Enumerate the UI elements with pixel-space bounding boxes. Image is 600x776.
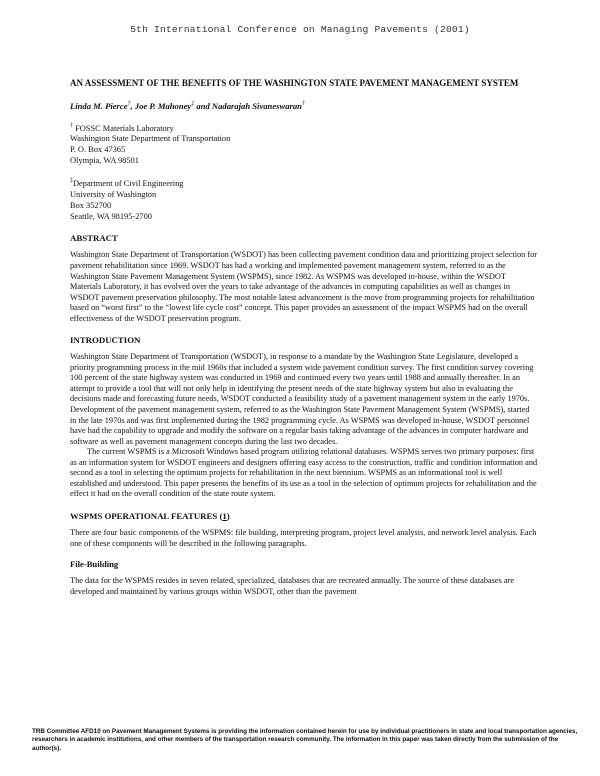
author-name: Nadarajah Sivaneswaran [211,100,302,111]
paper-body [70,78,538,597]
affiliation-line: FOSSC Materials Laboratory [75,123,174,133]
introduction-paragraph-1: Washington State Department of Transportation (WSDOT), in response to a mandate by the Washington State Legislature, developed a priority programming process in the mid 1960s that included a system wide pavement condition survey. The first condition survey covering 100 percent of the state highway system was conducted in 1969 and continued every two years until 1988 and annually thereafter. In an attempt to provide a tool that will not only help in identifying the present needs of the state highway system but also in evaluating the decisions made and forecasting future needs, WSDOT conducted a feasibility study of a pavement management system in the early 1970s. Development of the pavement management system, referred to as the Washington State Pavement Management System (WSPMS), started in the late 1970s and was first implemented during the 1982 programming cycle. As WSPMS was developed in-house, WSDOT personnel have had the capability to upgrade and modify the software on a regular basis taking advantage of the advances in computer hardware and software as well as pavement management concepts during the last two decades. [70,352,534,446]
author-separator: and [194,100,212,111]
abstract-heading: ABSTRACT [70,233,118,244]
paper-title: AN ASSESSMENT OF THE BENEFITS OF THE WASHINGTON STATE PAVEMENT MANAGEMENT SYSTEM [70,78,519,88]
affiliation-line: P. O. Box 47365 [70,144,126,154]
affiliation-line: Olympia, WA 98501 [70,155,139,165]
footer-disclaimer: TRB Committee AFD10 on Pavement Management Systems is providing the information contained herein for use by individual practitioners in state and local transportation agencies, researchers in academic institutions, and other members of the transportation research community. The information in this paper was taken directly from the submission of the author(s). [32,728,578,752]
author-list [70,101,538,111]
features-heading [70,511,538,521]
affiliation-mark: ‡ [70,178,73,185]
author-name: Linda M. Pierce [70,100,128,111]
introduction-heading: INTRODUCTION [70,335,141,346]
affiliation-line: Box 352700 [70,200,112,210]
author-mark: † [127,100,131,107]
file-building-paragraph: The data for the WSPMS resides in seven related, specialized, databases that are recreated annually. The source of these databases are developed and maintained by various groups within WSDOT, other than the pavement [70,576,515,596]
affiliation-line: Department of Civil Engineering [73,179,184,189]
affiliation-mark: † [70,122,73,129]
file-building-heading: File-Building [70,559,119,570]
author-mark: † [301,100,305,107]
author-name: Joe P. Mahoney [134,100,192,111]
affiliation-1 [70,121,538,167]
introduction-paragraph-2: The current WSPMS is a Microsoft Windows based program utilizing relational databases. WSPMS serves two primary purposes: first as an information system for WSDOT engineers and designers offering easy access to the construction, traffic and condition information and second as a tool in selecting the optimum projects for rehabilitation in the next biennium. WSPMS as an informational tool is well established and understood. This paper presents the benefits of its use as a tool in the selection of optimum projects for rehabilitation and the effect it had on the overall condition of the state route system. [70,447,538,499]
reference-link[interactable]: 1 [222,510,227,521]
abstract-text: Washington State Department of Transportation (WSDOT) has been collecting pavement condition data and prioritizing project selection for pavement rehabilitation since 1969. WSDOT has had a working and implemented pavement management system, referred to as the Washington State Pavement Management System (WSPMS), since 1982. As WSPMS was developed in-house, within the WSDOT Materials Laboratory, it has evolved over the years to take advantage of the advances in computing capabilities as well as changes in WSDOT pavement preservation philosophy. The most notable latest advancement is the move from programming projects for rehabilitation based on “worst first” to the “lowest life cycle cost” concept. This paper provides an assessment of the impact WSPMS had on the overall effectiveness of the WSDOT preservation program. [70,250,538,323]
author-separator: , [130,100,135,111]
affiliation-line: Seattle, WA 98195-2700 [70,211,152,221]
affiliation-line: University of Washington [70,190,157,200]
author-mark: ‡ [191,100,195,107]
features-paragraph: There are four basic components of the WSPMS: file building, interpreting program, project level analysis, and network level analysis. Each one of these components will be described in the following paragraphs. [70,527,537,548]
features-heading-close: ) [226,510,230,521]
features-heading-text: WSPMS OPERATIONAL FEATURES ( [70,510,223,521]
affiliation-line: Washington State Department of Transportation [70,134,231,144]
affiliation-2 [70,176,538,222]
running-head: 5th International Conference on Managing Pavements (2001) [130,24,470,35]
